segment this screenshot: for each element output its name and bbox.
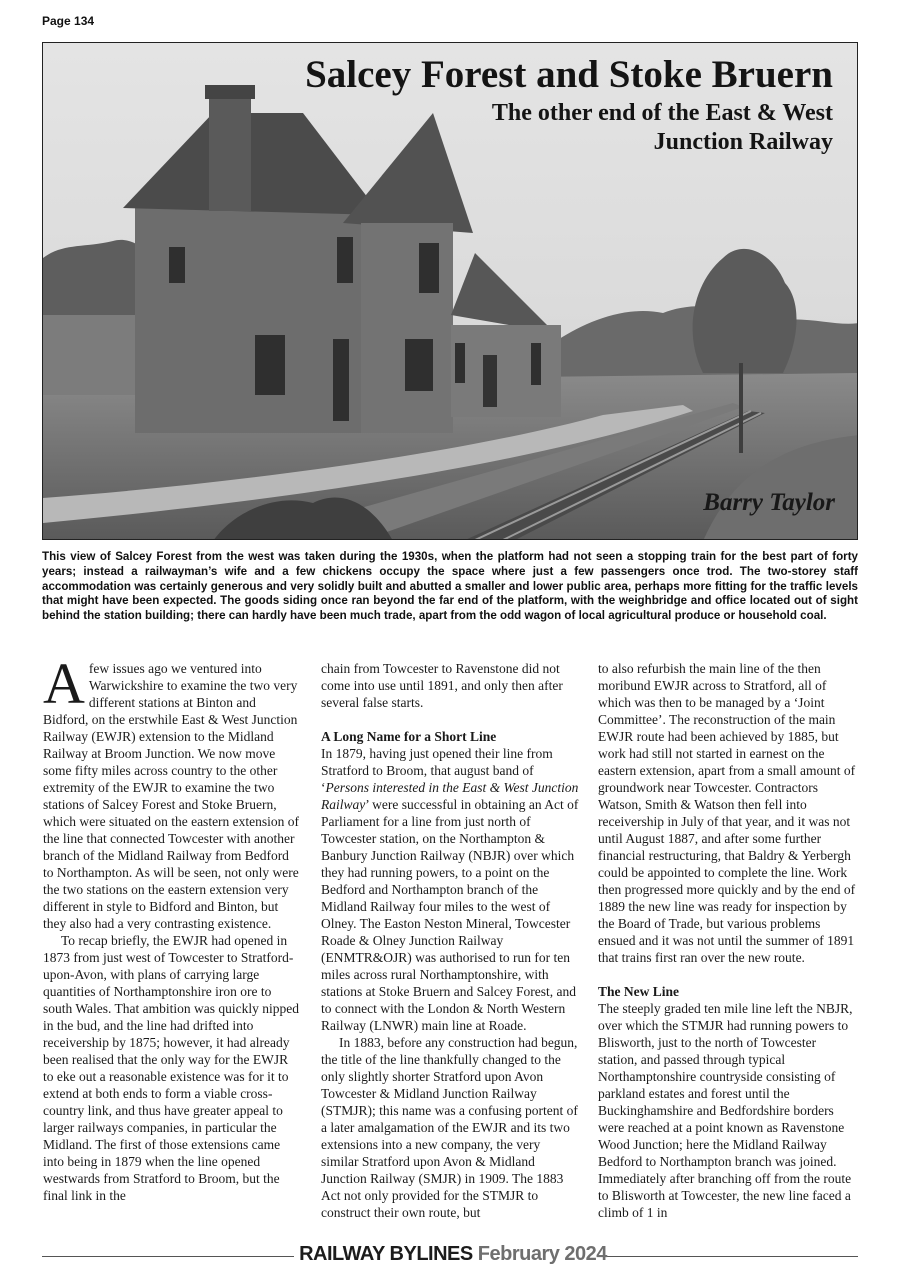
text-column-1 bbox=[43, 651, 301, 1204]
article-subtitle: The other end of the East & West Junction Railway bbox=[491, 100, 833, 155]
intro-text: few issues ago we ventured into Warwickshire to examine the two very different stations at Binton and Bidford, on the erstwhile East & West Junction Railway (EWJR) extension to the Midland Railway at Broom Junction. We now move some fifty miles across country to the other extremity of the EWJR to examine the two stations of Salcey Forest and Stoke Bruern, which were situated on the eastern extension of the line that connected Towcester with another branch of the Midland Railway from Bedford to Northampton. As will be seen, not only were the two stations on the eastern extension very different in style to Bidford and Binton, but they also had a very contrasting existence. bbox=[43, 661, 300, 931]
author-credit: Barry Taylor bbox=[703, 489, 835, 516]
body-paragraph: to also refurbish the main line of the then moribund EWJR across to Stratford, all of which was then to be managed by a ‘Joint Committee’. The reconstruction of the main EWJR route had been achieved by 1885, but work had still not started in earnest on the eastern extension, apart from a small amount of groundwork near Towcester. Contractors Watson, Smith & Watson then fell into receivership in July of that year, and it was not until August 1887, and after some further financial restructuring, that Baldry & Yerbergh could be appointed to complete the line. Work then progressed more quickly and by the end of 1889 the new line was ready for inspection by the Board of Trade, but various problems ensued and it was not until the summer of 1891 that trains first ran over the new route. bbox=[598, 661, 856, 965]
section-heading: The New Line bbox=[598, 984, 679, 999]
paragraph-text: In 1879, having just opened their line from Stratford to Broom, that august band of ‘ bbox=[321, 746, 553, 795]
body-paragraph bbox=[321, 745, 579, 1034]
issue-date: February 2024 bbox=[477, 1243, 607, 1265]
footer bbox=[0, 1243, 906, 1266]
article-title: Salcey Forest and Stoke Bruern bbox=[305, 53, 833, 96]
station-photo bbox=[42, 42, 858, 540]
page-number: Page 134 bbox=[42, 14, 95, 28]
body-paragraph: In 1883, before any construction had begun, the title of the line thankfully changed to the only slightly shorter Stratford upon Avon Towcester & Midland Junction Railway (STMJR); this name was a confusing portent of a later amalgamation of the EWJR and its two extensions into a new company, the very similar Stratford upon Avon & Midland Junction Railway (SMJR) in 1909. The 1883 Act not only provided for the STMJR to construct their own route, but bbox=[321, 1035, 578, 1220]
body-paragraph: To recap briefly, the EWJR had opened in 1873 from just west of Towcester to Stratford-upon-Avon, with plans of carrying large quantities of Northamptonshire iron ore to south Wales. That ambition was quickly nipped in the bud, and the line had drifted into receivership by 1875; however, it had already been realised that the only way for the EWJR to eke out a reasonable existence was for it to extend at both ends to form a viable cross-country link, and thus have greater appeal to larger railways companies, in particular the Midland. The first of those extensions came into being in 1879 when the line opened westwards from Stratford to Broom, but the final link in the bbox=[43, 933, 300, 1203]
body-paragraph: chain from Towcester to Ravenstone did not come into use until 1891, and only then after several false starts. bbox=[321, 661, 563, 710]
paragraph-text: ’ were successful in obtaining an Act of Parliament for a line from just north of Towcester station, on the Northampton & Banbury Junction Railway (NBJR) over which they had running powers, to a point on the Bedford and Northampton branch of the Midland Railway four miles to the west of Olney. The Easton Neston Mineral, Towcester Roade & Olney Junction Railway (ENMTR&OJR) was authorised to run for ten miles across rural Northamptonshire, with stations at Stoke Bruern and Salcey Forest, and to connect with the London & North Western Railway (LNWR) main line at Roade. bbox=[321, 797, 579, 1033]
intro-paragraph bbox=[43, 651, 301, 932]
section-heading: A Long Name for a Short Line bbox=[321, 729, 497, 744]
magazine-name: RAILWAY BYLINES bbox=[299, 1243, 473, 1265]
text-column-2 bbox=[321, 660, 579, 1221]
photo-caption: This view of Salcey Forest from the west was taken during the 1930s, when the platform had not seen a stopping train for the best part of forty years; instead a railwayman’s wife and a few chickens occupy the space where just a few passengers once trod. The two-storey staff accommodation was certainly generous and very solidly built and abutted a smaller and lower public area, perhaps more fitting for the traffic levels that might have been expected. The goods siding once ran beyond the far end of the platform, with the weighbridge and office located out of sight behind the station building; there can hardly have been much trade, apart from the odd wagon of local agricultural produce or household coal. bbox=[42, 550, 858, 623]
body-paragraph: The steeply graded ten mile line left the NBJR, over which the STMJR had running powers to Blisworth, just to the north of Towcester station, and passed through typical Northamptonshire countryside consisting of parkland estates and forest until the Buckinghamshire and Bedfordshire borders were reached at a point known as Ravenstone Wood Junction; here the Midland Railway Bedford to Northampton branch was joined. Immediately after branching off from the route to Blisworth at Towcester, the new line faced a climb of 1 in bbox=[598, 1001, 853, 1220]
text-column-3 bbox=[598, 660, 856, 1221]
drop-cap: A bbox=[43, 651, 85, 716]
company-quote: Persons interested in the East & West Junction Railway bbox=[321, 780, 579, 812]
